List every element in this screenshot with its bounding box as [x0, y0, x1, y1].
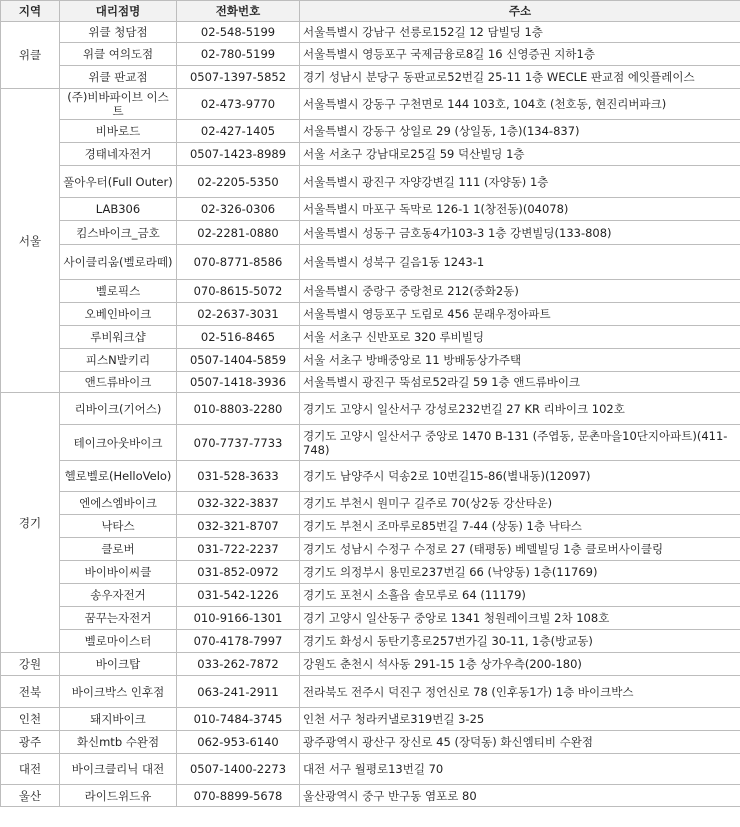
phone-cell: 031-528-3633 [177, 461, 300, 492]
table-row [1, 43, 740, 66]
table-row [1, 66, 740, 89]
phone-cell: 031-852-0972 [177, 561, 300, 584]
dealer-name-cell: LAB306 [60, 198, 177, 221]
region-cell: 광주 [1, 731, 60, 754]
phone-cell: 0507-1418-3936 [177, 372, 300, 393]
table-row [1, 221, 740, 245]
table-row [1, 676, 740, 708]
phone-cell: 033-262-7872 [177, 653, 300, 676]
dealer-name-cell: 킴스바이크_금호 [60, 221, 177, 245]
dealer-name-cell: 위클 여의도점 [60, 43, 177, 66]
address-cell: 서울특별시 광진구 자양강변길 111 (자양동) 1층 [300, 166, 740, 198]
phone-cell: 02-2281-0880 [177, 221, 300, 245]
address-cell: 서울특별시 광진구 뚝섬로52라길 59 1층 앤드류바이크 [300, 372, 740, 393]
table-row [1, 198, 740, 221]
dealer-name-cell: 벨로마이스터 [60, 630, 177, 653]
phone-cell: 0507-1400-2273 [177, 754, 300, 785]
phone-cell: 0507-1397-5852 [177, 66, 300, 89]
dealer-name-cell: 바이크탑 [60, 653, 177, 676]
phone-cell: 032-322-3837 [177, 492, 300, 515]
phone-cell: 070-8771-8586 [177, 245, 300, 280]
table-row [1, 393, 740, 425]
header-phone: 전화번호 [177, 1, 300, 22]
phone-cell: 0507-1423-8989 [177, 143, 300, 166]
address-cell: 서울특별시 마포구 독막로 126-1 1(창전동)(04078) [300, 198, 740, 221]
phone-cell: 02-473-9770 [177, 89, 300, 120]
dealer-name-cell: 위클 청담점 [60, 22, 177, 43]
table-row [1, 303, 740, 326]
table-row [1, 349, 740, 372]
region-cell: 강원 [1, 653, 60, 676]
header-region: 지역 [1, 1, 60, 22]
address-cell: 서울 서초구 신반포로 320 루비빌딩 [300, 326, 740, 349]
dealer-name-cell: 엔에스엠바이크 [60, 492, 177, 515]
header-address: 주소 [300, 1, 740, 22]
address-cell: 울산광역시 중구 반구동 염포로 80 [300, 785, 740, 807]
phone-cell: 02-2205-5350 [177, 166, 300, 198]
region-cell: 위클 [1, 22, 60, 89]
address-cell: 서울특별시 영등포구 국제금융로8길 16 신영증권 지하1층 [300, 43, 740, 66]
table-row [1, 607, 740, 630]
address-cell: 경기도 의정부시 용민로237번길 66 (낙양동) 1층(11769) [300, 561, 740, 584]
dealer-name-cell: 루비워크샵 [60, 326, 177, 349]
address-cell: 전라북도 전주시 덕진구 정언신로 78 (인후동1가) 1층 바이크박스 [300, 676, 740, 708]
table-row [1, 492, 740, 515]
phone-cell: 070-8615-5072 [177, 280, 300, 303]
table-row [1, 245, 740, 280]
address-cell: 광주광역시 광산구 장신로 45 (장덕동) 화신엠티비 수완점 [300, 731, 740, 754]
region-cell: 인천 [1, 708, 60, 731]
table-row [1, 708, 740, 731]
address-cell: 서울특별시 성동구 금호동4가103-3 1층 강변빌딩(133-808) [300, 221, 740, 245]
table-row [1, 653, 740, 676]
phone-cell: 070-7737-7733 [177, 425, 300, 461]
phone-cell: 062-953-6140 [177, 731, 300, 754]
phone-cell: 02-516-8465 [177, 326, 300, 349]
dealer-name-cell: 낙타스 [60, 515, 177, 538]
dealer-name-cell: 경태네자전거 [60, 143, 177, 166]
dealer-name-cell: 송우자전거 [60, 584, 177, 607]
dealer-name-cell: 헬로벨로(HelloVelo) [60, 461, 177, 492]
dealer-name-cell: 화신mtb 수완점 [60, 731, 177, 754]
address-cell: 인천 서구 청라커낼로319번길 3-25 [300, 708, 740, 731]
table-row [1, 372, 740, 393]
address-cell: 서울특별시 강동구 구천면로 144 103호, 104호 (천호동, 현진리버파크) [300, 89, 740, 120]
address-cell: 경기 고양시 일산동구 중앙로 1341 청원레이크빌 2차 108호 [300, 607, 740, 630]
header-row [1, 1, 740, 22]
table-row [1, 515, 740, 538]
address-cell: 서울특별시 중랑구 중랑천로 212(중화2동) [300, 280, 740, 303]
dealer-name-cell: 풀아우터(Full Outer) [60, 166, 177, 198]
phone-cell: 010-9166-1301 [177, 607, 300, 630]
dealer-name-cell: 위클 판교점 [60, 66, 177, 89]
address-cell: 경기 성남시 분당구 동판교로52번길 25-11 1층 WECLE 판교점 에잇플레이스 [300, 66, 740, 89]
phone-cell: 02-780-5199 [177, 43, 300, 66]
phone-cell: 02-326-0306 [177, 198, 300, 221]
region-cell: 경기 [1, 393, 60, 653]
table-row [1, 538, 740, 561]
address-cell: 서울특별시 영등포구 도림로 456 문래우정아파트 [300, 303, 740, 326]
address-cell: 서울 서초구 강남대로25길 59 덕산빌딩 1층 [300, 143, 740, 166]
table-row [1, 561, 740, 584]
dealer-name-cell: 테이크아웃바이크 [60, 425, 177, 461]
region-cell: 서울 [1, 89, 60, 393]
dealer-name-cell: 리바이크(기어스) [60, 393, 177, 425]
phone-cell: 02-427-1405 [177, 120, 300, 143]
phone-cell: 0507-1404-5859 [177, 349, 300, 372]
address-cell: 경기도 성남시 수정구 수정로 27 (태평동) 베델빌딩 1층 클로버사이클링 [300, 538, 740, 561]
address-cell: 서울특별시 강동구 상일로 29 (상일동, 1층)(134-837) [300, 120, 740, 143]
address-cell: 경기도 고양시 일산서구 중앙로 1470 B-131 (주엽동, 문촌마을10단지아파트)(411-748) [300, 425, 740, 461]
table-row [1, 731, 740, 754]
dealer-name-cell: 바이바이씨클 [60, 561, 177, 584]
dealer-name-cell: 사이클리움(벨로라떼) [60, 245, 177, 280]
table-row [1, 754, 740, 785]
table-row [1, 584, 740, 607]
table-row [1, 166, 740, 198]
region-cell: 전북 [1, 676, 60, 708]
dealer-name-cell: 피스N발키리 [60, 349, 177, 372]
dealer-name-cell: (주)비바파이브 이스트 [60, 89, 177, 120]
phone-cell: 032-321-8707 [177, 515, 300, 538]
dealer-name-cell: 바이크박스 인후점 [60, 676, 177, 708]
address-cell: 서울특별시 강남구 선릉로152길 12 담빌딩 1층 [300, 22, 740, 43]
table-row [1, 143, 740, 166]
phone-cell: 031-542-1226 [177, 584, 300, 607]
address-cell: 경기도 남양주시 덕송2로 10번길15-86(별내동)(12097) [300, 461, 740, 492]
header-dealer: 대리점명 [60, 1, 177, 22]
address-cell: 서울특별시 성북구 길음1동 1243-1 [300, 245, 740, 280]
phone-cell: 063-241-2911 [177, 676, 300, 708]
phone-cell: 070-8899-5678 [177, 785, 300, 807]
table-row [1, 425, 740, 461]
address-cell: 경기도 화성시 동탄기흥로257번가길 30-11, 1층(방교동) [300, 630, 740, 653]
table-row [1, 120, 740, 143]
phone-cell: 02-2637-3031 [177, 303, 300, 326]
dealer-name-cell: 꿈꾸는자전거 [60, 607, 177, 630]
table-row [1, 785, 740, 807]
address-cell: 서울 서초구 방배중앙로 11 방배동상가주택 [300, 349, 740, 372]
address-cell: 경기도 부천시 조마루로85번길 7-44 (상동) 1층 낙타스 [300, 515, 740, 538]
dealer-name-cell: 오베인바이크 [60, 303, 177, 326]
phone-cell: 010-8803-2280 [177, 393, 300, 425]
table-row [1, 630, 740, 653]
table-row [1, 280, 740, 303]
dealer-name-cell: 돼지바이크 [60, 708, 177, 731]
address-cell: 경기도 포천시 소흘읍 솔모루로 64 (11179) [300, 584, 740, 607]
dealer-name-cell: 앤드류바이크 [60, 372, 177, 393]
region-cell: 울산 [1, 785, 60, 807]
dealer-name-cell: 라이드위드유 [60, 785, 177, 807]
dealer-name-cell: 벨로픽스 [60, 280, 177, 303]
dealer-name-cell: 클로버 [60, 538, 177, 561]
table-row [1, 89, 740, 120]
phone-cell: 070-4178-7997 [177, 630, 300, 653]
address-cell: 경기도 부천시 원미구 길주로 70(상2동 강산타운) [300, 492, 740, 515]
region-cell: 대전 [1, 754, 60, 785]
phone-cell: 02-548-5199 [177, 22, 300, 43]
address-cell: 대전 서구 월평로13번길 70 [300, 754, 740, 785]
dealer-name-cell: 바이크클리닉 대전 [60, 754, 177, 785]
phone-cell: 010-7484-3745 [177, 708, 300, 731]
address-cell: 경기도 고양시 일산서구 강성로232번길 27 KR 리바이크 102호 [300, 393, 740, 425]
address-cell: 강원도 춘천시 석사동 291-15 1층 상가우측(200-180) [300, 653, 740, 676]
table-row [1, 22, 740, 43]
phone-cell: 031-722-2237 [177, 538, 300, 561]
table-row [1, 326, 740, 349]
dealer-name-cell: 비바로드 [60, 120, 177, 143]
table-body [1, 22, 740, 807]
table-row [1, 461, 740, 492]
